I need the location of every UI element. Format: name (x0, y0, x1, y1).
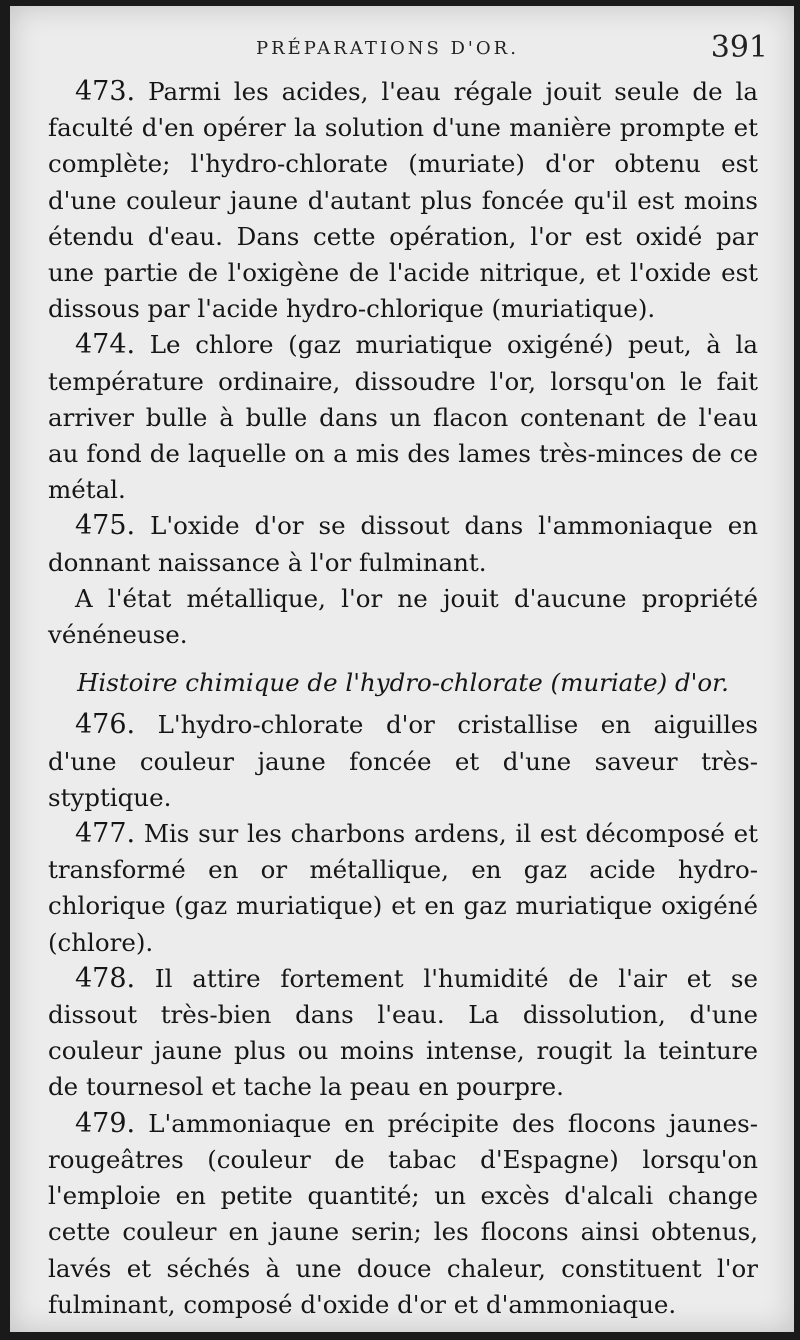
paragraph-number: 475. (75, 510, 136, 542)
body-text (48, 74, 758, 1323)
page-header (10, 30, 794, 68)
book-page (10, 6, 794, 1332)
paragraph-text: L'ammoniaque en précipite des flocons jaunes-rougeâtres (couleur de tabac d'Espagne) lorsqu'on l'emploie en petite quantité; un excès d'alcali change cette couleur en jaune serin; les flocons ainsi obtenus, lavés et séchés à une douce chaleur, constituent l'or fulminant, composé d'oxide d'or et d'ammoniaque. (48, 1108, 758, 1319)
paragraph-text: L'hydro-chlorate d'or cristallise en aiguilles d'une couleur jaune foncée et d'une saveur très-styptique. (48, 710, 758, 812)
paragraph-number: 476. (75, 709, 136, 741)
page-number: 391 (710, 30, 768, 65)
paragraph-478 (48, 961, 758, 1106)
paragraph-number: 473. (75, 76, 136, 107)
running-head: PRÉPARATIONS D'OR. (256, 38, 519, 59)
paragraph-477 (48, 816, 758, 961)
paragraph-text: Parmi les acides, l'eau régale jouit seule de la faculté d'en opérer la solution d'une manière prompte et complète; l'hydro-chlorate (muriate) d'or obtenu est d'une couleur jaune d'autant plus foncée qu'il est moins étendu d'eau. Dans cette opération, l'or est oxidé par une partie de l'oxigène de l'acide nitrique, et l'oxide est dissous par l'acide hydro-chlorique (muriatique). (48, 77, 758, 324)
paragraph-number: 479. (75, 1107, 136, 1139)
paragraph-metallic-state (48, 581, 758, 653)
paragraph-476 (48, 707, 758, 816)
paragraph-number: 478. (75, 962, 136, 994)
paragraph-text: Il attire fortement l'humidité de l'air et se dissout très-bien dans l'eau. La dissolution, d'une couleur jaune plus ou moins intense, rougit la teinture de tournesol et tache la peau en pourpre. (48, 963, 758, 1102)
paragraph-473 (48, 74, 758, 327)
paragraph-number: 474. (75, 329, 136, 361)
paragraph-text: Mis sur les charbons ardens, il est décomposé et transformé en or métallique, en gaz acide hydro-chlorique (gaz muriatique) et en gaz muriatique oxigéné (chlore). (48, 819, 758, 957)
section-heading: Histoire chimique de l'hydro-chlorate (muriate) d'or. (77, 668, 729, 698)
paragraph-text: A l'état métallique, l'or ne jouit d'aucune propriété vénéneuse. (48, 583, 758, 650)
paragraph-text: Le chlore (gaz muriatique oxigéné) peut, à la température ordinaire, dissoudre l'or, lorsqu'on le fait arriver bulle à bulle dans un flacon contenant de l'eau au fond de laquelle on a mis des lames très-minces de ce métal. (48, 330, 758, 505)
paragraph-479 (48, 1106, 758, 1323)
paragraph-number: 477. (75, 818, 136, 850)
paragraph-474 (48, 327, 758, 508)
paragraph-text: L'oxide d'or se dissout dans l'ammoniaque en donnant naissance à l'or fulminant. (48, 511, 758, 577)
paragraph-475 (48, 508, 758, 580)
